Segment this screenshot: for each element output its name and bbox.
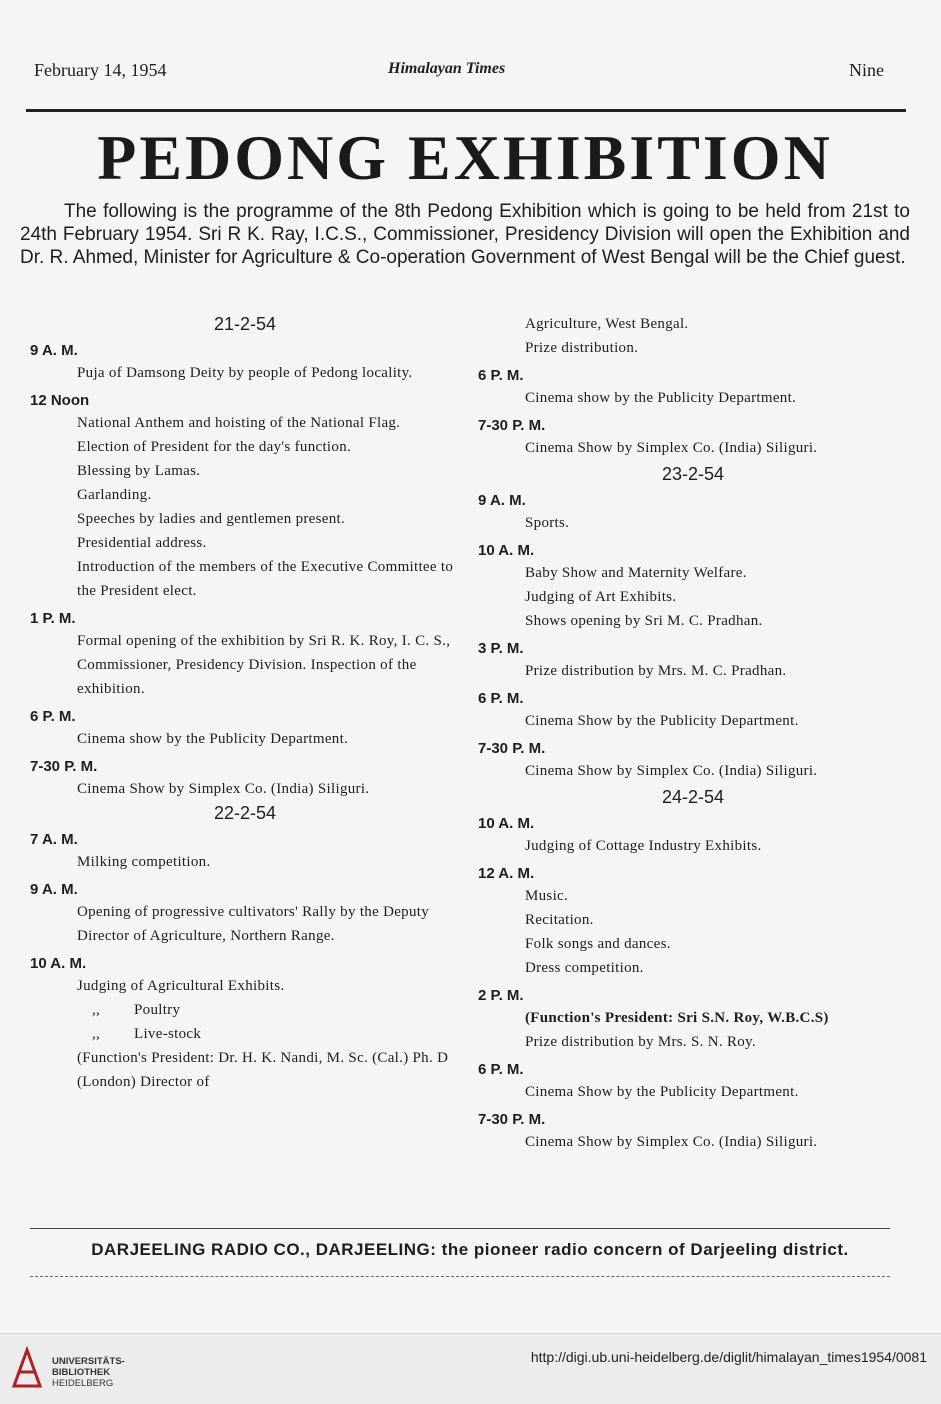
event-item: Cinema Show by Simplex Co. (India) Siliguri. — [525, 440, 818, 456]
masthead: Himalayan Times — [388, 60, 506, 77]
time-label: 6 P. M. — [478, 367, 524, 384]
event-item: Prize distribution by Mrs. M. C. Pradhan. — [525, 663, 787, 679]
event-item: Blessing by Lamas. — [77, 463, 201, 479]
library-footer-bar — [0, 1333, 941, 1404]
event-item: Presidential address. — [77, 535, 207, 551]
time-label: 7-30 P. M. — [478, 417, 546, 434]
event-item: Formal opening of the exhibition by Sri R. K. Roy, I. C. S., Commissioner, Presidency Division. Inspection of the exhibition. — [77, 633, 451, 697]
library-name — [52, 1356, 125, 1389]
event-item: Cinema Show by Simplex Co. (India) Siliguri. — [77, 781, 370, 797]
advertisement-footer: DARJEELING RADIO CO., DARJEELING: the pioneer radio concern of Darjeeling district. — [91, 1240, 849, 1259]
time-label: 7-30 P. M. — [478, 740, 546, 757]
event-item: Cinema Show by the Publicity Department. — [525, 713, 799, 729]
event-item: Judging of Art Exhibits. — [525, 589, 677, 605]
time-label: 10 A. M. — [30, 955, 87, 972]
event-item: Puja of Damsong Deity by people of Pedong locality. — [77, 365, 413, 381]
event-item: Opening of progressive cultivators' Rally by the Deputy Director of Agriculture, Northern Range. — [77, 904, 430, 944]
event-item: Shows opening by Sri M. C. Pradhan. — [525, 613, 763, 629]
time-label: 7-30 P. M. — [30, 758, 98, 775]
ditto-mark: ,, — [92, 1002, 101, 1018]
event-item: Agriculture, West Bengal. — [525, 316, 689, 332]
event-item: Cinema Show by Simplex Co. (India) Siliguri. — [525, 763, 818, 779]
event-item: (Function's President: Dr. H. K. Nandi, M. Sc. (Cal.) Ph. D (London) Director of — [77, 1050, 449, 1090]
subitem-label: Live-stock — [134, 1026, 202, 1042]
time-label: 9 A. M. — [30, 881, 78, 898]
event-item: Judging of Agricultural Exhibits. — [77, 978, 285, 994]
time-label: 9 A. M. — [478, 492, 526, 509]
day-heading: 23-2-54 — [661, 464, 725, 484]
day-heading: 24-2-54 — [661, 787, 725, 807]
time-label: 10 A. M. — [478, 542, 535, 559]
event-item: Garlanding. — [77, 487, 152, 503]
time-label: 12 Noon — [30, 392, 90, 409]
permalink-url[interactable]: http://digi.ub.uni-heidelberg.de/diglit/himalayan_times1954/0081 — [530, 1349, 927, 1365]
event-item: Sports. — [525, 515, 570, 531]
event-item: Cinema show by the Publicity Department. — [525, 390, 797, 406]
time-label: 7 A. M. — [30, 831, 78, 848]
university-library-logo-icon — [10, 1346, 44, 1390]
library-name-line: BIBLIOTHEK — [52, 1367, 111, 1378]
subitem-label: Poultry — [134, 1002, 181, 1018]
programme-left-column — [30, 312, 460, 1094]
library-name-line: UNIVERSITÄTS- — [52, 1356, 125, 1367]
headline: PEDONG EXHIBITION — [97, 122, 833, 193]
time-label: 1 P. M. — [30, 610, 76, 627]
event-item: Prize distribution. — [525, 340, 639, 356]
event-item: Speeches by ladies and gentlemen present. — [77, 511, 346, 527]
page-number: Nine — [849, 60, 884, 80]
header-rule — [26, 109, 906, 112]
ditto-mark: ,, — [92, 1026, 101, 1042]
time-label: 6 P. M. — [30, 708, 76, 725]
footer-rule-top — [30, 1228, 890, 1229]
event-item: Election of President for the day's function. — [77, 439, 352, 455]
day-heading: 21-2-54 — [213, 314, 277, 334]
event-subitem — [92, 1022, 460, 1046]
event-item: (Function's President: Sri S.N. Roy, W.B.C.S) — [525, 1010, 829, 1026]
event-item: Introduction of the members of the Executive Committee to the President elect. — [77, 559, 454, 599]
time-label: 3 P. M. — [478, 640, 524, 657]
event-item: Recitation. — [525, 912, 594, 928]
event-item: Dress competition. — [525, 960, 644, 976]
time-label: 6 P. M. — [478, 690, 524, 707]
event-item: Cinema show by the Publicity Department. — [77, 731, 349, 747]
time-label: 12 A. M. — [478, 865, 535, 882]
event-item: Prize distribution by Mrs. S. N. Roy. — [525, 1034, 756, 1050]
time-label: 9 A. M. — [30, 342, 78, 359]
day-heading: 22-2-54 — [213, 803, 277, 823]
time-label: 6 P. M. — [478, 1061, 524, 1078]
library-name-line: HEIDELBERG — [52, 1378, 114, 1389]
event-item: National Anthem and hoisting of the National Flag. — [77, 415, 401, 431]
intro-paragraph: The following is the programme of the 8th Pedong Exhibition which is going to be held from 21st to 24th February 1954. Sri R K. Ray, I.C.S., Commissioner, Presidency Division will open the Exhibition and Dr. R. Ahmed, Minister for Agriculture & Co-operation Government of West Bengal will be the Chief guest. — [20, 201, 910, 268]
event-item: Cinema Show by Simplex Co. (India) Siliguri. — [525, 1134, 818, 1150]
time-label: 2 P. M. — [478, 987, 524, 1004]
issue-date: February 14, 1954 — [34, 60, 167, 80]
event-item: Folk songs and dances. — [525, 936, 671, 952]
programme-right-column — [478, 312, 908, 1154]
event-item: Cinema Show by the Publicity Department. — [525, 1084, 799, 1100]
event-item: Milking competition. — [77, 854, 211, 870]
event-item: Baby Show and Maternity Welfare. — [525, 565, 747, 581]
time-label: 10 A. M. — [478, 815, 535, 832]
event-item: Music. — [525, 888, 569, 904]
time-label: 7-30 P. M. — [478, 1111, 546, 1128]
event-subitem — [92, 998, 460, 1022]
footer-rule-bottom — [30, 1276, 890, 1277]
event-item: Judging of Cottage Industry Exhibits. — [525, 838, 762, 854]
